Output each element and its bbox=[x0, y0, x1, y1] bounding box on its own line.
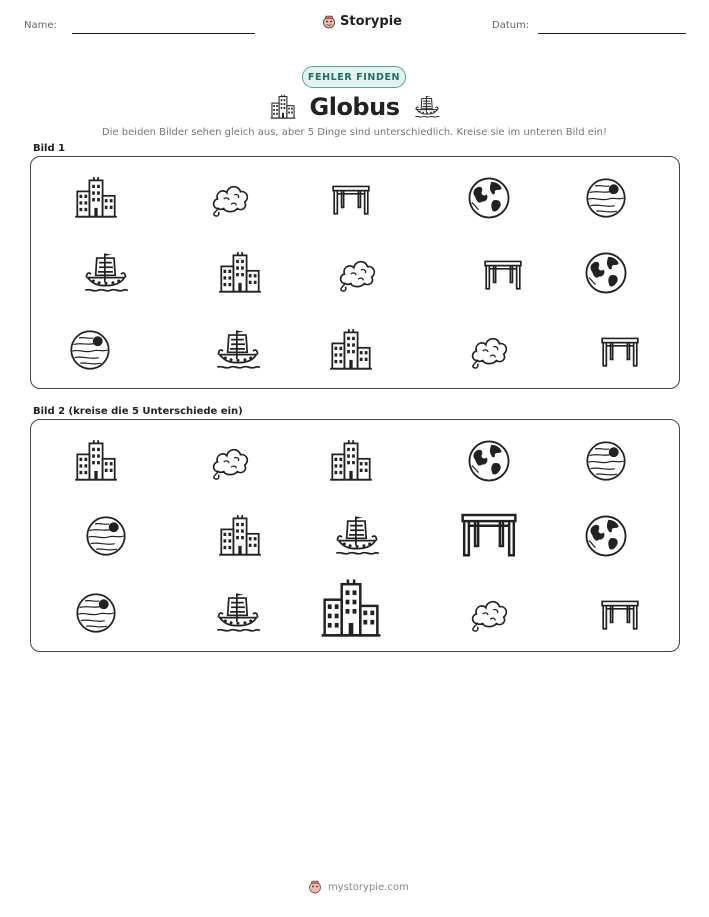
instructions: Die beiden Bilder sehen gleich aus, aber 5 Dinge sind unterschiedlich. Kreise sie im unteren Bild ein! bbox=[102, 127, 607, 138]
planet-icon[interactable] bbox=[74, 591, 118, 635]
activity-badge: FEHLER FINDEN bbox=[302, 66, 406, 88]
buildings-icon[interactable] bbox=[74, 439, 118, 483]
buildings-icon[interactable] bbox=[329, 439, 373, 483]
cloud-icon bbox=[209, 177, 251, 219]
cloud-icon[interactable] bbox=[468, 592, 510, 634]
planet-icon[interactable] bbox=[584, 439, 628, 483]
buildings-icon[interactable] bbox=[320, 578, 382, 640]
page-title: Globus bbox=[309, 93, 400, 121]
brand-logo bbox=[322, 14, 402, 29]
picture2-panel[interactable] bbox=[30, 419, 680, 652]
picture2-label: Bild 2 (kreise die 5 Unterschiede ein) bbox=[33, 406, 243, 417]
globe-icon bbox=[583, 250, 629, 296]
date-line bbox=[538, 33, 686, 34]
cloud-icon bbox=[468, 329, 510, 371]
globe-icon[interactable] bbox=[466, 438, 512, 484]
planet-icon bbox=[584, 176, 628, 220]
ship-icon[interactable] bbox=[334, 513, 380, 559]
ship-icon bbox=[215, 327, 261, 373]
table-icon bbox=[482, 252, 524, 294]
name-line bbox=[72, 33, 255, 34]
ship-icon[interactable] bbox=[215, 590, 261, 636]
date-label: Datum: bbox=[492, 20, 530, 31]
planet-icon[interactable] bbox=[84, 514, 128, 558]
cloud-icon[interactable] bbox=[209, 440, 251, 482]
table-icon bbox=[330, 177, 372, 219]
footer-url: mystorypie.com bbox=[328, 881, 409, 893]
ship-icon bbox=[83, 250, 129, 296]
buildings-icon[interactable] bbox=[218, 514, 262, 558]
buildings-icon bbox=[74, 176, 118, 220]
footer bbox=[308, 880, 409, 894]
table-icon[interactable] bbox=[458, 501, 520, 563]
table-icon bbox=[599, 329, 641, 371]
cloud-icon bbox=[336, 252, 378, 294]
buildings-icon bbox=[218, 251, 262, 295]
name-label: Name: bbox=[24, 20, 57, 31]
globe-icon bbox=[466, 175, 512, 221]
globe-icon[interactable] bbox=[583, 513, 629, 559]
planet-icon bbox=[68, 328, 112, 372]
ship-icon bbox=[414, 94, 440, 120]
picture1-panel bbox=[30, 156, 680, 389]
picture1-label: Bild 1 bbox=[33, 143, 66, 154]
storypie-mascot-icon bbox=[322, 15, 336, 29]
storypie-mascot-icon bbox=[308, 880, 322, 894]
brand-name: Storypie bbox=[340, 14, 402, 29]
table-icon[interactable] bbox=[599, 592, 641, 634]
buildings-icon bbox=[329, 328, 373, 372]
